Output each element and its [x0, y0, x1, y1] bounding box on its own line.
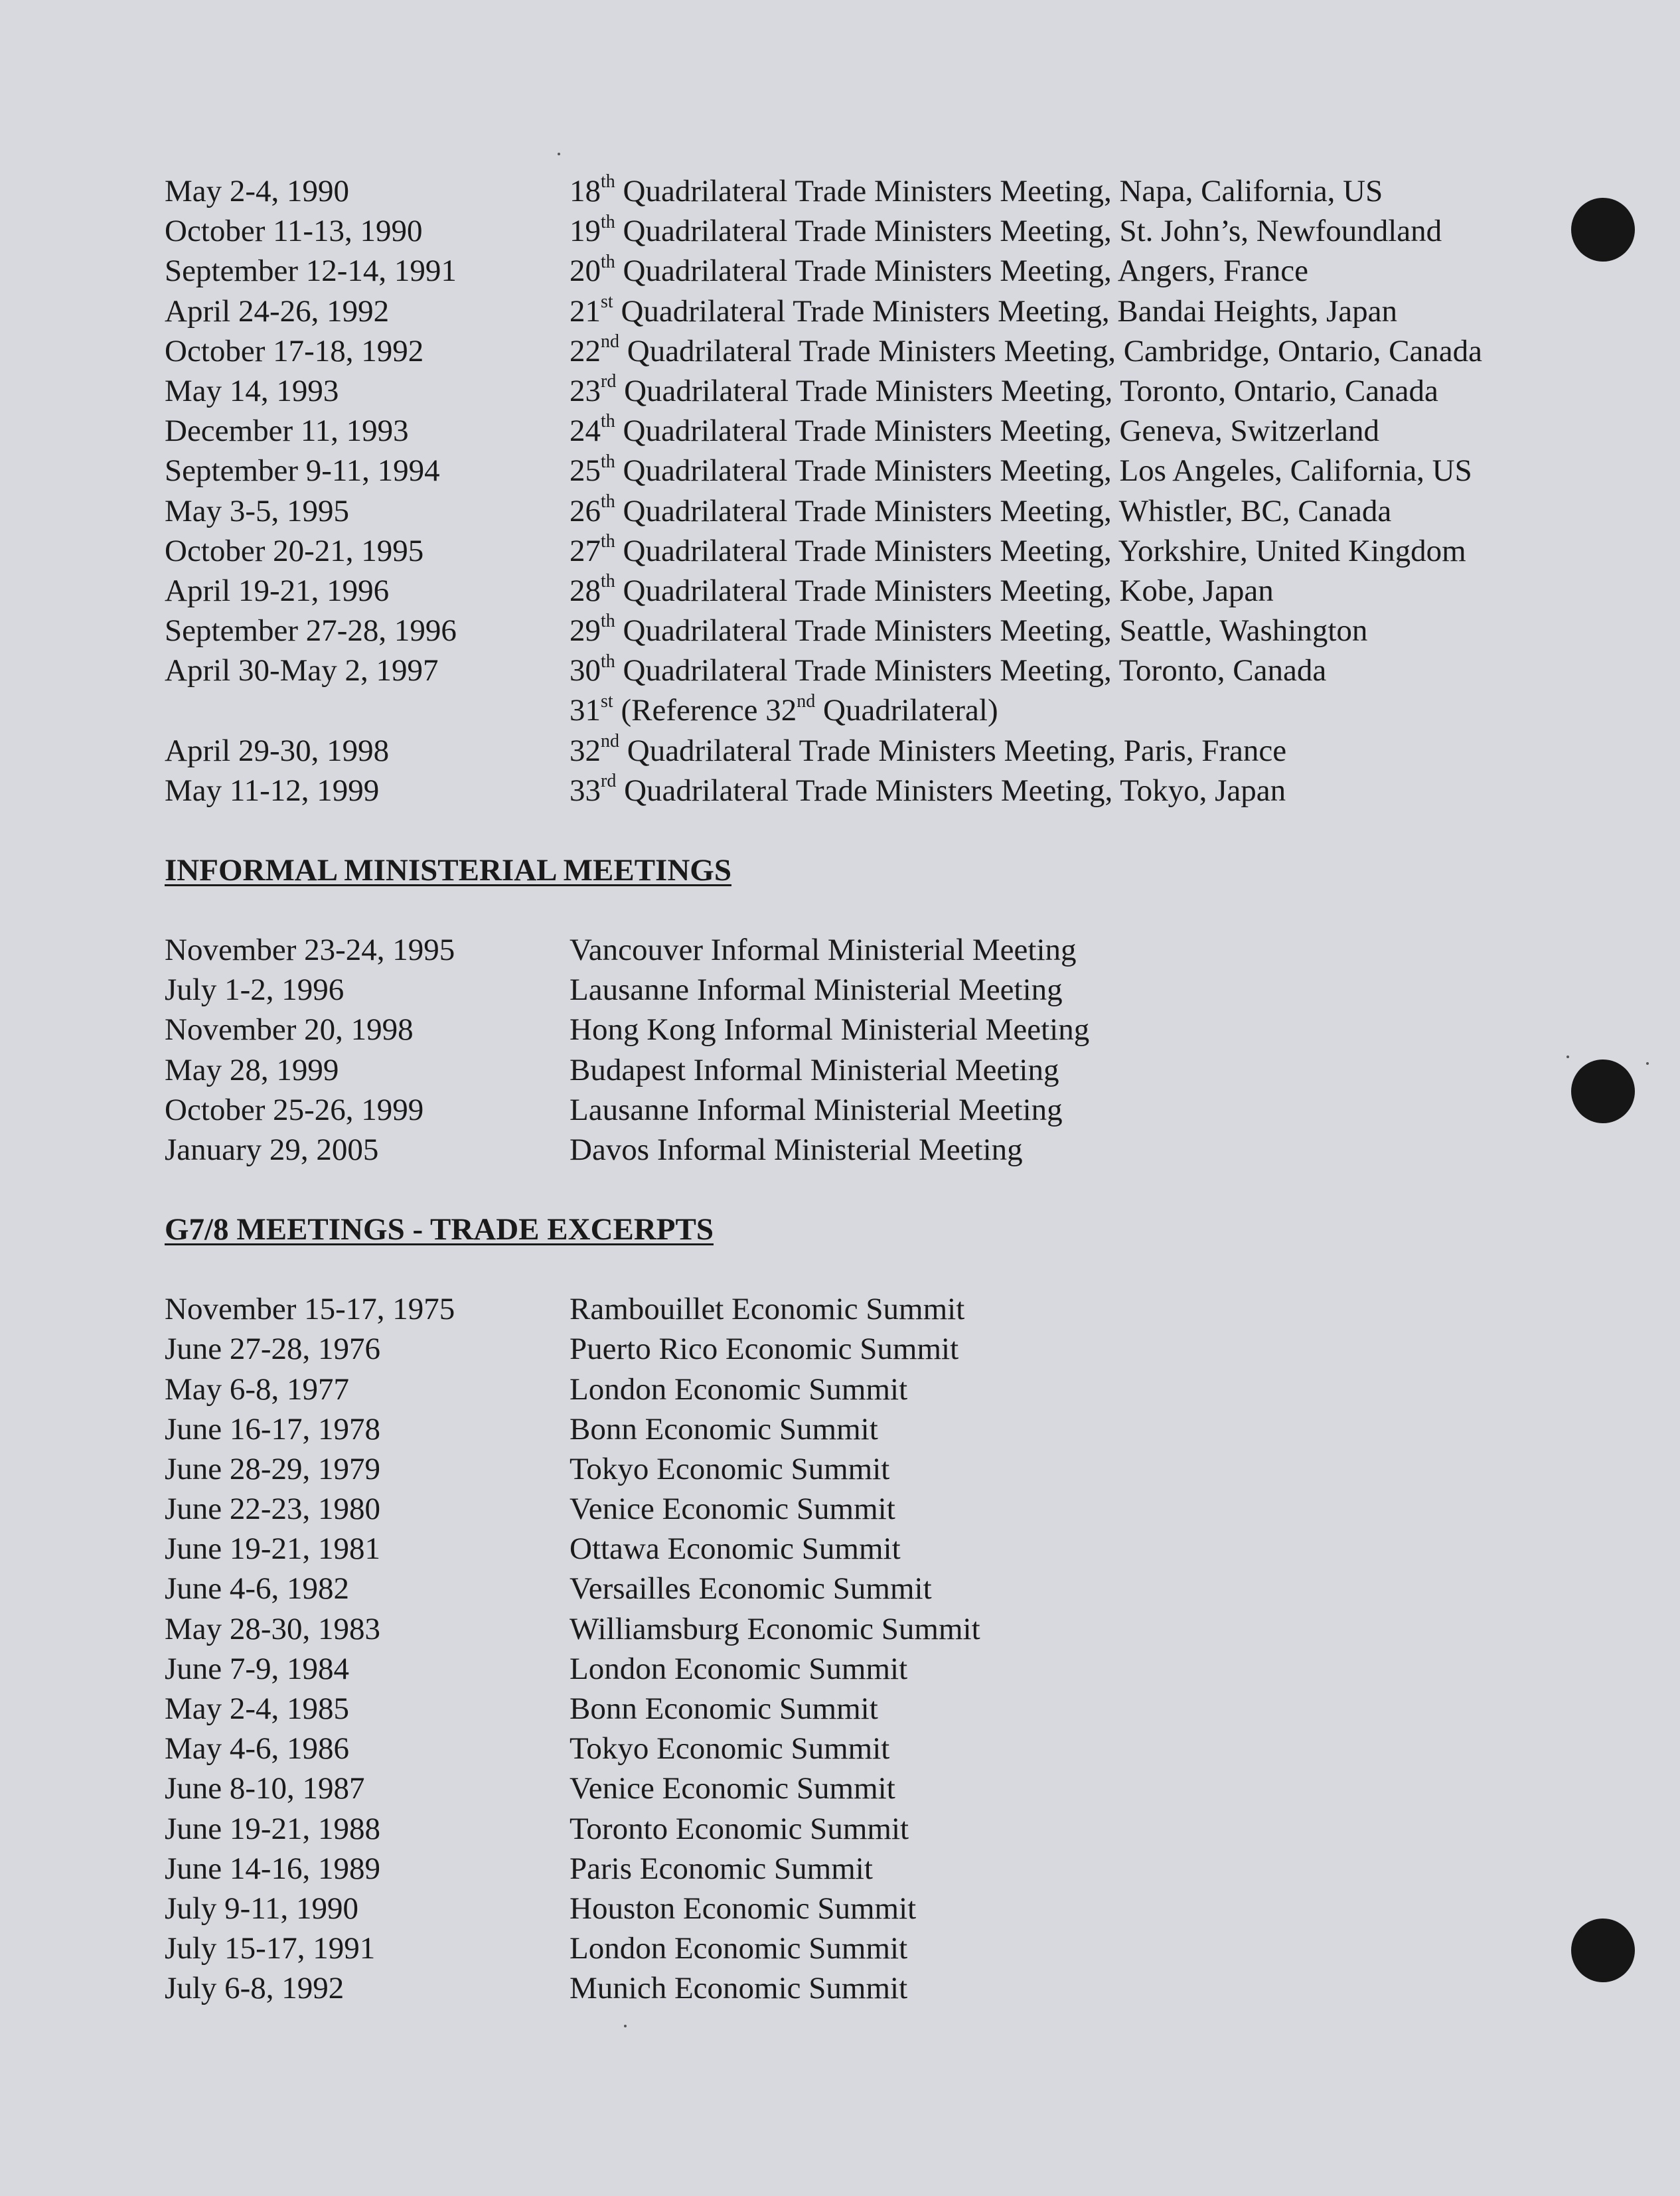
meeting-description: Rambouillet Economic Summit — [570, 1292, 965, 1327]
meeting-description: Houston Economic Summit — [570, 1891, 917, 1926]
meeting-description: Toronto Economic Summit — [570, 1811, 909, 1846]
informal-meetings-heading: INFORMAL MINISTERIAL MEETINGS — [165, 853, 731, 888]
meeting-description: 33rd Quadrilateral Trade Ministers Meeting, Tokyo, Japan — [570, 771, 1286, 808]
meeting-description: 23rd Quadrilateral Trade Ministers Meeting, Toronto, Ontario, Canada — [570, 371, 1438, 408]
list-item — [165, 1689, 1592, 1729]
meeting-date: November 23-24, 1995 — [165, 933, 455, 967]
list-item — [165, 411, 1592, 451]
informal-meetings-list — [165, 930, 1592, 1170]
meeting-date: June 8-10, 1987 — [165, 1771, 365, 1806]
meeting-date: June 27-28, 1976 — [165, 1332, 381, 1367]
meeting-description: Puerto Rico Economic Summit — [570, 1332, 959, 1367]
list-item — [165, 1370, 1592, 1409]
meeting-date: May 28-30, 1983 — [165, 1611, 381, 1646]
meeting-date: June 4-6, 1982 — [165, 1571, 350, 1607]
meeting-description: Williamsburg Economic Summit — [570, 1611, 980, 1646]
meeting-date: July 1-2, 1996 — [165, 973, 344, 1008]
list-item — [165, 571, 1592, 611]
meeting-description: Ottawa Economic Summit — [570, 1531, 901, 1567]
meeting-date: May 11-12, 1999 — [165, 773, 380, 808]
meeting-date: May 28, 1999 — [165, 1052, 339, 1087]
meeting-date: November 15-17, 1975 — [165, 1292, 455, 1327]
meeting-date: May 2-4, 1985 — [165, 1691, 350, 1726]
list-item — [165, 1809, 1592, 1849]
meeting-date: January 29, 2005 — [165, 1132, 379, 1167]
list-item — [165, 731, 1592, 771]
g78-meetings-list — [165, 1289, 1592, 2008]
meeting-description: 25th Quadrilateral Trade Ministers Meeting, Los Angeles, California, US — [570, 451, 1472, 489]
list-item — [165, 1889, 1592, 1928]
meeting-date — [165, 690, 570, 730]
list-item — [165, 1569, 1592, 1608]
meeting-date: April 24-26, 1992 — [165, 293, 390, 329]
meeting-description: Bonn Economic Summit — [570, 1411, 878, 1447]
list-item — [165, 1449, 1592, 1489]
meeting-date: September 27-28, 1996 — [165, 613, 457, 649]
meeting-description: Munich Economic Summit — [570, 1971, 908, 2006]
meeting-date: September 9-11, 1994 — [165, 453, 440, 489]
meeting-date: May 14, 1993 — [165, 373, 339, 408]
meeting-description: 27th Quadrilateral Trade Ministers Meeting, Yorkshire, United Kingdom — [570, 531, 1466, 568]
meeting-description: London Economic Summit — [570, 1372, 908, 1407]
list-item — [165, 1529, 1592, 1569]
meeting-description: Versailles Economic Summit — [570, 1571, 932, 1607]
meeting-date: June 7-9, 1984 — [165, 1651, 350, 1686]
meeting-date: June 22-23, 1980 — [165, 1492, 381, 1527]
meeting-description: 29th Quadrilateral Trade Ministers Meeting, Seattle, Washington — [570, 611, 1368, 649]
list-item — [165, 1768, 1592, 1808]
list-item — [165, 1130, 1592, 1170]
meeting-date: July 15-17, 1991 — [165, 1931, 376, 1966]
list-item — [165, 531, 1592, 571]
meeting-date: October 20-21, 1995 — [165, 533, 424, 568]
meeting-date: November 20, 1998 — [165, 1012, 414, 1048]
list-item — [165, 1928, 1592, 1968]
list-item — [165, 331, 1592, 371]
meeting-date: October 17-18, 1992 — [165, 333, 424, 368]
list-item — [165, 211, 1592, 251]
meeting-date: June 14-16, 1989 — [165, 1851, 381, 1886]
meeting-description: 26th Quadrilateral Trade Ministers Meeting, Whistler, BC, Canada — [570, 491, 1392, 528]
list-item — [165, 1329, 1592, 1369]
list-item — [165, 690, 1592, 730]
meeting-date: June 19-21, 1988 — [165, 1811, 381, 1846]
meeting-description: Tokyo Economic Summit — [570, 1731, 890, 1766]
meeting-description: Venice Economic Summit — [570, 1492, 895, 1527]
list-item — [165, 1489, 1592, 1529]
list-item — [165, 651, 1592, 690]
list-item — [165, 1289, 1592, 1329]
list-item — [165, 291, 1592, 331]
meeting-date: April 30-May 2, 1997 — [165, 653, 439, 688]
list-item — [165, 1409, 1592, 1449]
meeting-description: 19th Quadrilateral Trade Ministers Meeting, St. John’s, Newfoundland — [570, 211, 1442, 249]
meeting-description: Vancouver Informal Ministerial Meeting — [570, 933, 1077, 967]
list-item — [165, 1649, 1592, 1689]
meeting-description: Paris Economic Summit — [570, 1851, 873, 1886]
meeting-description: Bonn Economic Summit — [570, 1691, 878, 1726]
scan-speck — [1646, 1062, 1649, 1065]
meeting-description: 21st Quadrilateral Trade Ministers Meeting, Bandai Heights, Japan — [570, 291, 1397, 329]
list-item — [165, 1050, 1592, 1090]
meeting-description: 30th Quadrilateral Trade Ministers Meeting, Toronto, Canada — [570, 651, 1327, 688]
meeting-date: April 19-21, 1996 — [165, 573, 390, 608]
meeting-description: Davos Informal Ministerial Meeting — [570, 1132, 1023, 1167]
list-item — [165, 1729, 1592, 1768]
g78-meetings-heading: G7/8 MEETINGS - TRADE EXCERPTS — [165, 1212, 714, 1247]
meeting-description: 22nd Quadrilateral Trade Ministers Meeting, Cambridge, Ontario, Canada — [570, 331, 1483, 368]
meeting-description: 28th Quadrilateral Trade Ministers Meeting, Kobe, Japan — [570, 571, 1274, 608]
list-item — [165, 771, 1592, 811]
meeting-description: Lausanne Informal Ministerial Meeting — [570, 973, 1063, 1008]
list-item — [165, 1609, 1592, 1649]
meeting-description: London Economic Summit — [570, 1651, 908, 1686]
list-item — [165, 1010, 1592, 1050]
meeting-description: 20th Quadrilateral Trade Ministers Meeting, Angers, France — [570, 251, 1308, 289]
meeting-description: 24th Quadrilateral Trade Ministers Meeting, Geneva, Switzerland — [570, 411, 1379, 449]
meeting-date: May 6-8, 1977 — [165, 1372, 350, 1407]
meeting-description: Lausanne Informal Ministerial Meeting — [570, 1092, 1063, 1127]
meeting-description: London Economic Summit — [570, 1931, 908, 1966]
list-item — [165, 371, 1592, 411]
list-item — [165, 251, 1592, 291]
meeting-description: Hong Kong Informal Ministerial Meeting — [570, 1012, 1090, 1048]
meeting-description: 18th Quadrilateral Trade Ministers Meeting, Napa, California, US — [570, 171, 1383, 208]
meeting-date: June 19-21, 1981 — [165, 1531, 381, 1567]
meeting-date: June 16-17, 1978 — [165, 1411, 381, 1447]
meeting-description: 31st (Reference 32nd Quadrilateral) — [570, 690, 998, 728]
list-item — [165, 1090, 1592, 1130]
meeting-description: 32nd Quadrilateral Trade Ministers Meeting, Paris, France — [570, 730, 1287, 768]
meeting-date: May 4-6, 1986 — [165, 1731, 350, 1766]
meeting-date: April 29-30, 1998 — [165, 733, 390, 768]
list-item — [165, 451, 1592, 491]
list-item — [165, 1968, 1592, 2008]
list-item — [165, 171, 1592, 211]
meeting-description: Budapest Informal Ministerial Meeting — [570, 1052, 1059, 1087]
meeting-date: July 6-8, 1992 — [165, 1971, 344, 2006]
meeting-date: September 12-14, 1991 — [165, 254, 457, 289]
list-item — [165, 1849, 1592, 1889]
meeting-description: Venice Economic Summit — [570, 1771, 895, 1806]
meeting-date: June 28-29, 1979 — [165, 1451, 381, 1486]
list-item — [165, 491, 1592, 531]
meeting-date: May 2-4, 1990 — [165, 174, 350, 208]
meeting-date: October 11-13, 1990 — [165, 214, 423, 249]
meeting-date: December 11, 1993 — [165, 414, 409, 449]
quadrilateral-meetings-list — [165, 171, 1592, 811]
meeting-date: July 9-11, 1990 — [165, 1891, 359, 1926]
meeting-date: May 3-5, 1995 — [165, 493, 350, 528]
document-content — [165, 171, 1592, 2009]
list-item — [165, 930, 1592, 970]
scan-speck — [558, 153, 560, 155]
list-item — [165, 611, 1592, 651]
scan-speck — [624, 2025, 627, 2027]
list-item — [165, 970, 1592, 1010]
meeting-date: October 25-26, 1999 — [165, 1092, 424, 1127]
meeting-description: Tokyo Economic Summit — [570, 1451, 890, 1486]
